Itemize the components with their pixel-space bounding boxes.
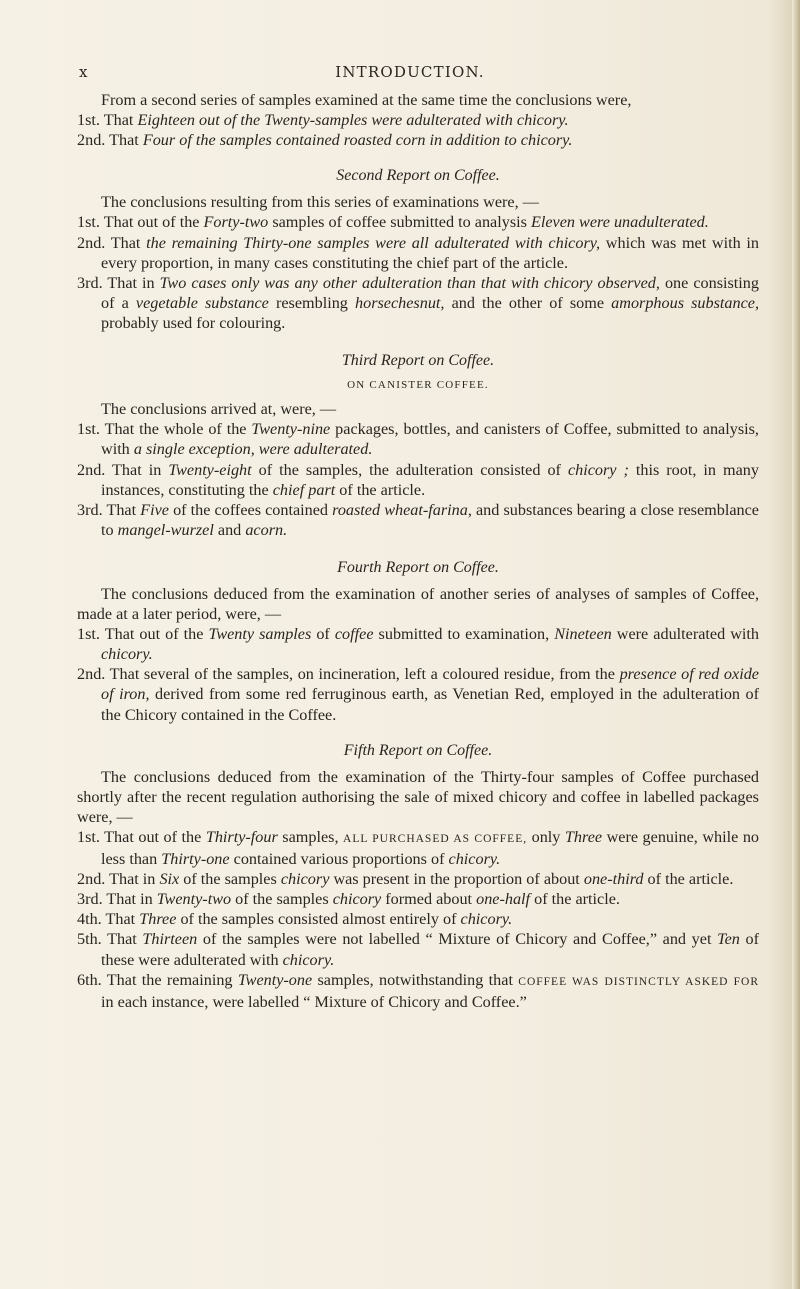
list-item: 2nd. That the remaining Thirty-one samples were all adulterated with chicory, which was met with in every proportion, in many cases constituting the chief part of the article. [77, 233, 759, 272]
section-subtitle: ON CANISTER COFFEE. [347, 379, 489, 392]
intro-paragraph: From a second series of samples examined at the same time the conclusions were, [101, 91, 632, 109]
list-item: 1st. That out of the Forty-two samples of coffee submitted to analysis Eleven were unadulterated. [77, 213, 709, 232]
list-item: 2nd. That in Twenty-eight of the samples, the adulteration consisted of chicory ; this root, in many instances, constituting the chief part of the article. [77, 460, 759, 499]
list-item: 4th. That Three of the samples consisted almost entirely of chicory. [77, 910, 513, 929]
list-item: 3rd. That in Twenty-two of the samples chicory formed about one-half of the article. [77, 890, 620, 909]
page-number: x [79, 63, 89, 81]
section-lead: The conclusions deduced from the examination of the Thirty-four samples of Coffee purchased shortly after the recent regulation authorising the sale of mixed chicory and coffee in labelled packages were, — [77, 767, 759, 826]
first-series-item: 2nd. That Four of the samples contained roasted corn in addition to chicory. [77, 131, 573, 150]
section-lead: The conclusions arrived at, were, — [101, 400, 337, 419]
section-lead: The conclusions deduced from the examination of another series of analyses of samples of Coffee, made at a later period, were, — [77, 584, 759, 624]
list-item: 1st. That the whole of the Twenty-nine packages, bottles, and canisters of Coffee, submitted to analysis, with a single exception, were adulterated. [77, 420, 759, 459]
running-header [0, 63, 800, 87]
section-title-second-report: Second Report on Coffee. [336, 167, 500, 185]
list-item: 5th. That Thirteen of the samples were not labelled “ Mixture of Chicory and Coffee,” and yet Ten of these were adulterated with chicory. [77, 930, 759, 969]
list-item: 6th. That the remaining Twenty-one samples, notwithstanding that COFFEE WAS DISTINCTLY ASKED FOR in each instance, were labelled “ Mixture of Chicory and Coffee.” [77, 970, 759, 1011]
list-item: 1st. That out of the Thirty-four samples, ALL PURCHASED AS COFFEE, only Three were genuine, while no less than Thirty-one contained various proportions of chicory. [77, 828, 760, 869]
section-lead: The conclusions resulting from this series of examinations were, — [101, 193, 539, 212]
list-item: 2nd. That in Six of the samples chicory was present in the proportion of about one-third of the article. [77, 870, 734, 889]
first-series-item: 1st. That Eighteen out of the Twenty-samples were adulterated with chicory. [77, 111, 569, 130]
section-title-fifth-report: Fifth Report on Coffee. [343, 741, 493, 759]
list-item: 2nd. That several of the samples, on incineration, left a coloured residue, from the presence of red oxide of iron, derived from some red ferruginous earth, as Venetian Red, employed in the adulteration of the Chicory contained in the Coffee. [77, 665, 759, 724]
section-title-fourth-report: Fourth Report on Coffee. [337, 558, 499, 576]
list-item: 1st. That out of the Twenty samples of coffee submitted to examination, Nineteen were adulterated with chicory. [77, 625, 760, 664]
list-item: 3rd. That in Two cases only was any other adulteration than that with chicory observed, one consisting of a vegetable substance resembling horsechesnut, and the other of some amorphous substance, probably used for colouring. [77, 273, 760, 332]
page-body [77, 90, 759, 1012]
running-title: INTRODUCTION. [335, 63, 485, 81]
section-title-third-report: Third Report on Coffee. [341, 352, 495, 370]
page-edge [792, 0, 800, 1289]
list-item: 3rd. That Five of the coffees contained roasted wheat-farina, and substances bearing a close resemblance to mangel-wurzel and acorn. [77, 500, 759, 539]
